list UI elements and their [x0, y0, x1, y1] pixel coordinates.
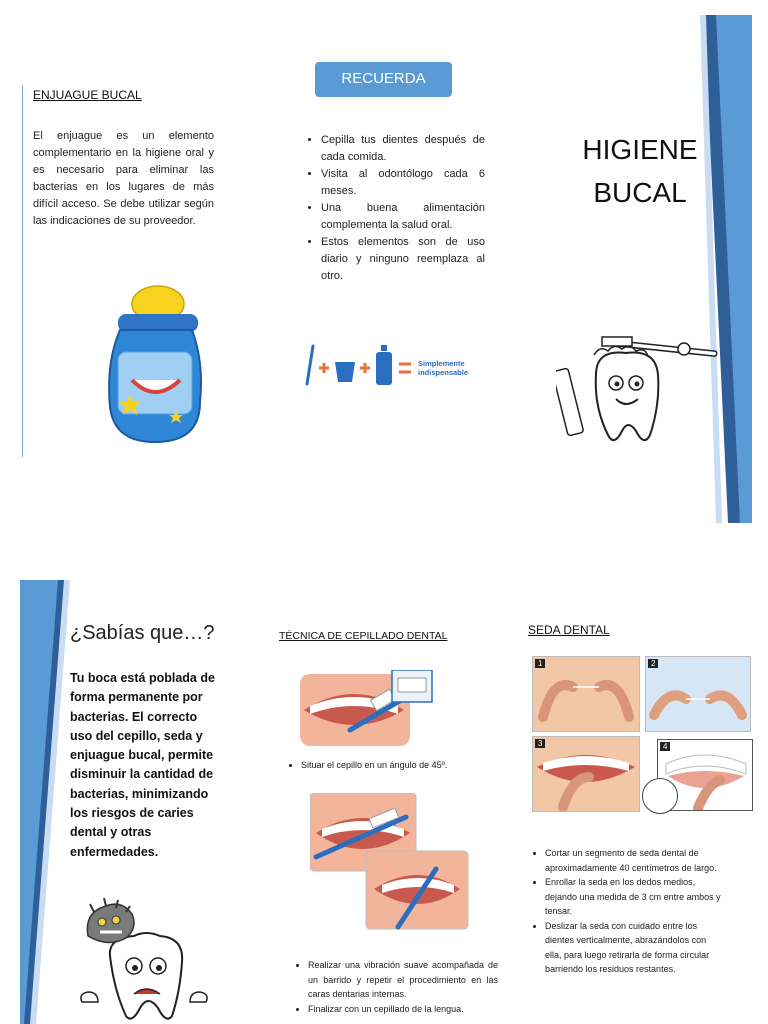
hygiene-formula: [303, 342, 473, 390]
enjuague-paragraph: El enjuague es un elemento complementario en la higiene oral y es necesario para eliminar las bacterias en los lugares de más difícil acceso. Se debe utilizar según las indicaciones de su proveedor.: [33, 130, 214, 227]
sabias-body: Tu boca está poblada de forma permanente por bacterias. El correcto uso del cepillo, seda y enjuague bucal, permite disminuir la cantidad de bacterias, minimizando los riesgos de caries dental y otras enfermedades.: [70, 671, 215, 859]
step-number: 4: [660, 742, 670, 751]
bacteria-tooth-illustration: [78, 898, 214, 1024]
inner-decorative-band: [20, 580, 70, 1024]
recuerda-button[interactable]: RECUERDA: [315, 62, 452, 97]
tecnica-item: • Finalizar con un cepillado de la lengua.: [308, 1002, 498, 1017]
recuerda-item: • Cepilla tus dientes después de cada comida.: [321, 132, 485, 166]
floss-step-3: [532, 736, 640, 812]
recuerda-list: [303, 132, 485, 285]
brushing-motion-illustration: [310, 793, 470, 931]
brushing-45-illustration: [300, 670, 436, 748]
cover-title-line-1: HIGIENE: [582, 134, 698, 165]
seda-heading: SEDA DENTAL: [528, 623, 610, 637]
seda-item: • Enrollar la seda en los dedos medios, dejando una medida de 3 cm entre ambos y tensar.: [545, 875, 725, 919]
cover-title-line-2: BUCAL: [593, 177, 687, 208]
recuerda-item: • Estos elementos son de uso diario y ninguno reemplaza al otro.: [321, 234, 485, 285]
step-number: 3: [535, 739, 545, 748]
mouthwash-bottle-illustration: [100, 282, 210, 447]
floss-step-1: [532, 656, 640, 732]
column-divider-left: [22, 85, 23, 457]
seda-item: • Deslizar la seda con cuidado entre los dientes verticalmente, abrazándolos con ella, para luego retirarla de forma circular barriendo los residuos restantes.: [545, 919, 725, 977]
step-number: 2: [648, 659, 658, 668]
formula-text-2: indispensable: [418, 368, 469, 377]
floss-step-2: [645, 656, 751, 732]
tecnica-heading: TÉCNICA DE CEPILLADO DENTAL: [279, 630, 448, 642]
sabias-heading: ¿Sabías que…?: [70, 622, 215, 644]
step-number: 1: [535, 659, 545, 668]
tecnica-list-2: [290, 958, 498, 1016]
tecnica-list-1: [283, 758, 466, 773]
tecnica-item: • Realizar una vibración suave acompañada de un barrido y repetir el procedimiento en las caras dentarias internas.: [308, 958, 498, 1002]
enjuague-heading: ENJUAGUE BUCAL: [33, 88, 142, 102]
recuerda-item: • Una buena alimentación complementa la salud oral.: [321, 200, 485, 234]
formula-text-1: Simplemente: [418, 359, 465, 368]
recuerda-item: • Visita al odontólogo cada 6 meses.: [321, 166, 485, 200]
seda-item: • Cortar un segmento de seda dental de aproximadamente 40 centímetros de largo.: [545, 846, 725, 875]
tecnica-item: • Situar el cepillo en un ángulo de 45º.: [301, 758, 466, 773]
floss-detail-circle: [642, 778, 678, 814]
seda-list: [527, 846, 725, 977]
tooth-brushing-illustration: [556, 335, 721, 450]
cover-title: [570, 128, 710, 214]
